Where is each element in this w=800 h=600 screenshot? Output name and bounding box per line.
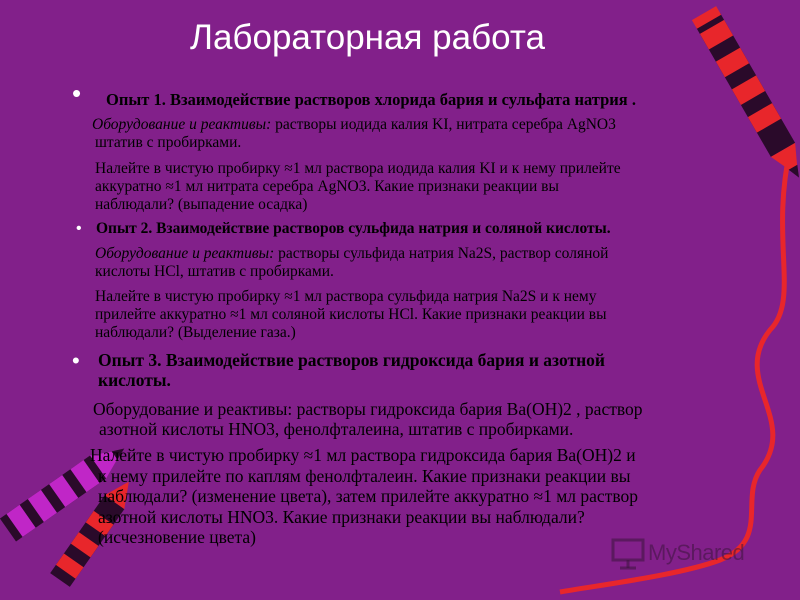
experiment2-procedure-line: наблюдали? (Выделение газа.) — [95, 324, 296, 341]
experiment3-equipment — [93, 399, 643, 439]
experiment1-heading: Опыт 1. Взаимодействие растворов хлорида бария и сульфата натрия . — [106, 90, 636, 109]
experiment2-equipment-line2: кислоты HCl, штатив с пробирками. — [95, 263, 334, 280]
experiment2-procedure-line: Налейте в чистую пробирку ≈1 мл раствора сульфида натрия Na2S и к нему — [95, 288, 597, 305]
experiment1-equipment-label: Оборудование и реактивы: — [92, 116, 272, 133]
experiment3-heading-line1: Опыт 3. Взаимодействие растворов гидроксида бария и азотной — [98, 350, 606, 370]
experiment3-procedure-line: наблюдали? (изменение цвета), затем прилейте аккуратно ≈1 мл раствор — [98, 486, 638, 506]
experiment2-procedure — [95, 288, 607, 342]
experiment2-equipment-line1: растворы сульфида натрия Na2S, раствор соляной — [274, 245, 609, 262]
experiment1-procedure-line: наблюдали? (выпадение осадка) — [95, 196, 308, 213]
experiment3-procedure-line: азотной кислоты HNO3. Какие признаки реакции вы наблюдали? — [98, 506, 585, 527]
crayon-top-right — [692, 6, 800, 185]
experiment1-equipment-line2: штатив с пробирками. — [95, 134, 242, 151]
experiment1-procedure — [95, 160, 621, 214]
experiment3-heading-line2: кислоты. — [98, 370, 171, 390]
experiment3-heading — [98, 350, 605, 390]
bullet-1: • — [72, 78, 82, 108]
experiment3-equipment-line: азотной кислоты HNO3, фенолфталеина, штатив с пробирками. — [99, 419, 574, 439]
bullet-3: • — [72, 348, 80, 373]
presentation-icon — [610, 536, 650, 572]
experiment3-procedure — [90, 445, 638, 548]
slide-title: Лабораторная работа — [190, 18, 545, 57]
experiment1-equipment-line1: растворы иодида калия KI, нитрата серебра AgNO3 — [271, 116, 616, 133]
experiment1-procedure-line: аккуратно ≈1 мл нитрата серебра AgNO3. Какие признаки реакции вы — [95, 178, 559, 195]
experiment3-procedure-line: к нему прилейте по каплям фенолфталеин. Какие признаки реакции вы — [98, 465, 631, 486]
experiment2-equipment — [95, 245, 608, 281]
experiment3-procedure-line: (исчезновение цвета) — [98, 527, 256, 547]
watermark-text: MyShared — [648, 540, 745, 565]
experiment1-equipment — [92, 116, 616, 152]
bullet-2: • — [76, 220, 82, 237]
experiment2-heading: Опыт 2. Взаимодействие растворов сульфида натрия и соляной кислоты. — [96, 220, 611, 237]
experiment3-equipment-line: Оборудование и реактивы: растворы гидроксида бария Ba(OH)2 , раствор — [93, 399, 643, 419]
experiment1-procedure-line: Налейте в чистую пробирку ≈1 мл раствора иодида калия KI и к нему прилейте — [95, 160, 621, 177]
experiment2-procedure-line: прилейте аккуратно ≈1 мл соляной кислоты HCl. Какие признаки реакции вы — [95, 306, 607, 323]
experiment3-procedure-line: Налейте в чистую пробирку ≈1 мл раствора гидроксида бария Ba(OH)2 и — [90, 445, 636, 465]
experiment2-equipment-label: Оборудование и реактивы: — [95, 245, 275, 262]
